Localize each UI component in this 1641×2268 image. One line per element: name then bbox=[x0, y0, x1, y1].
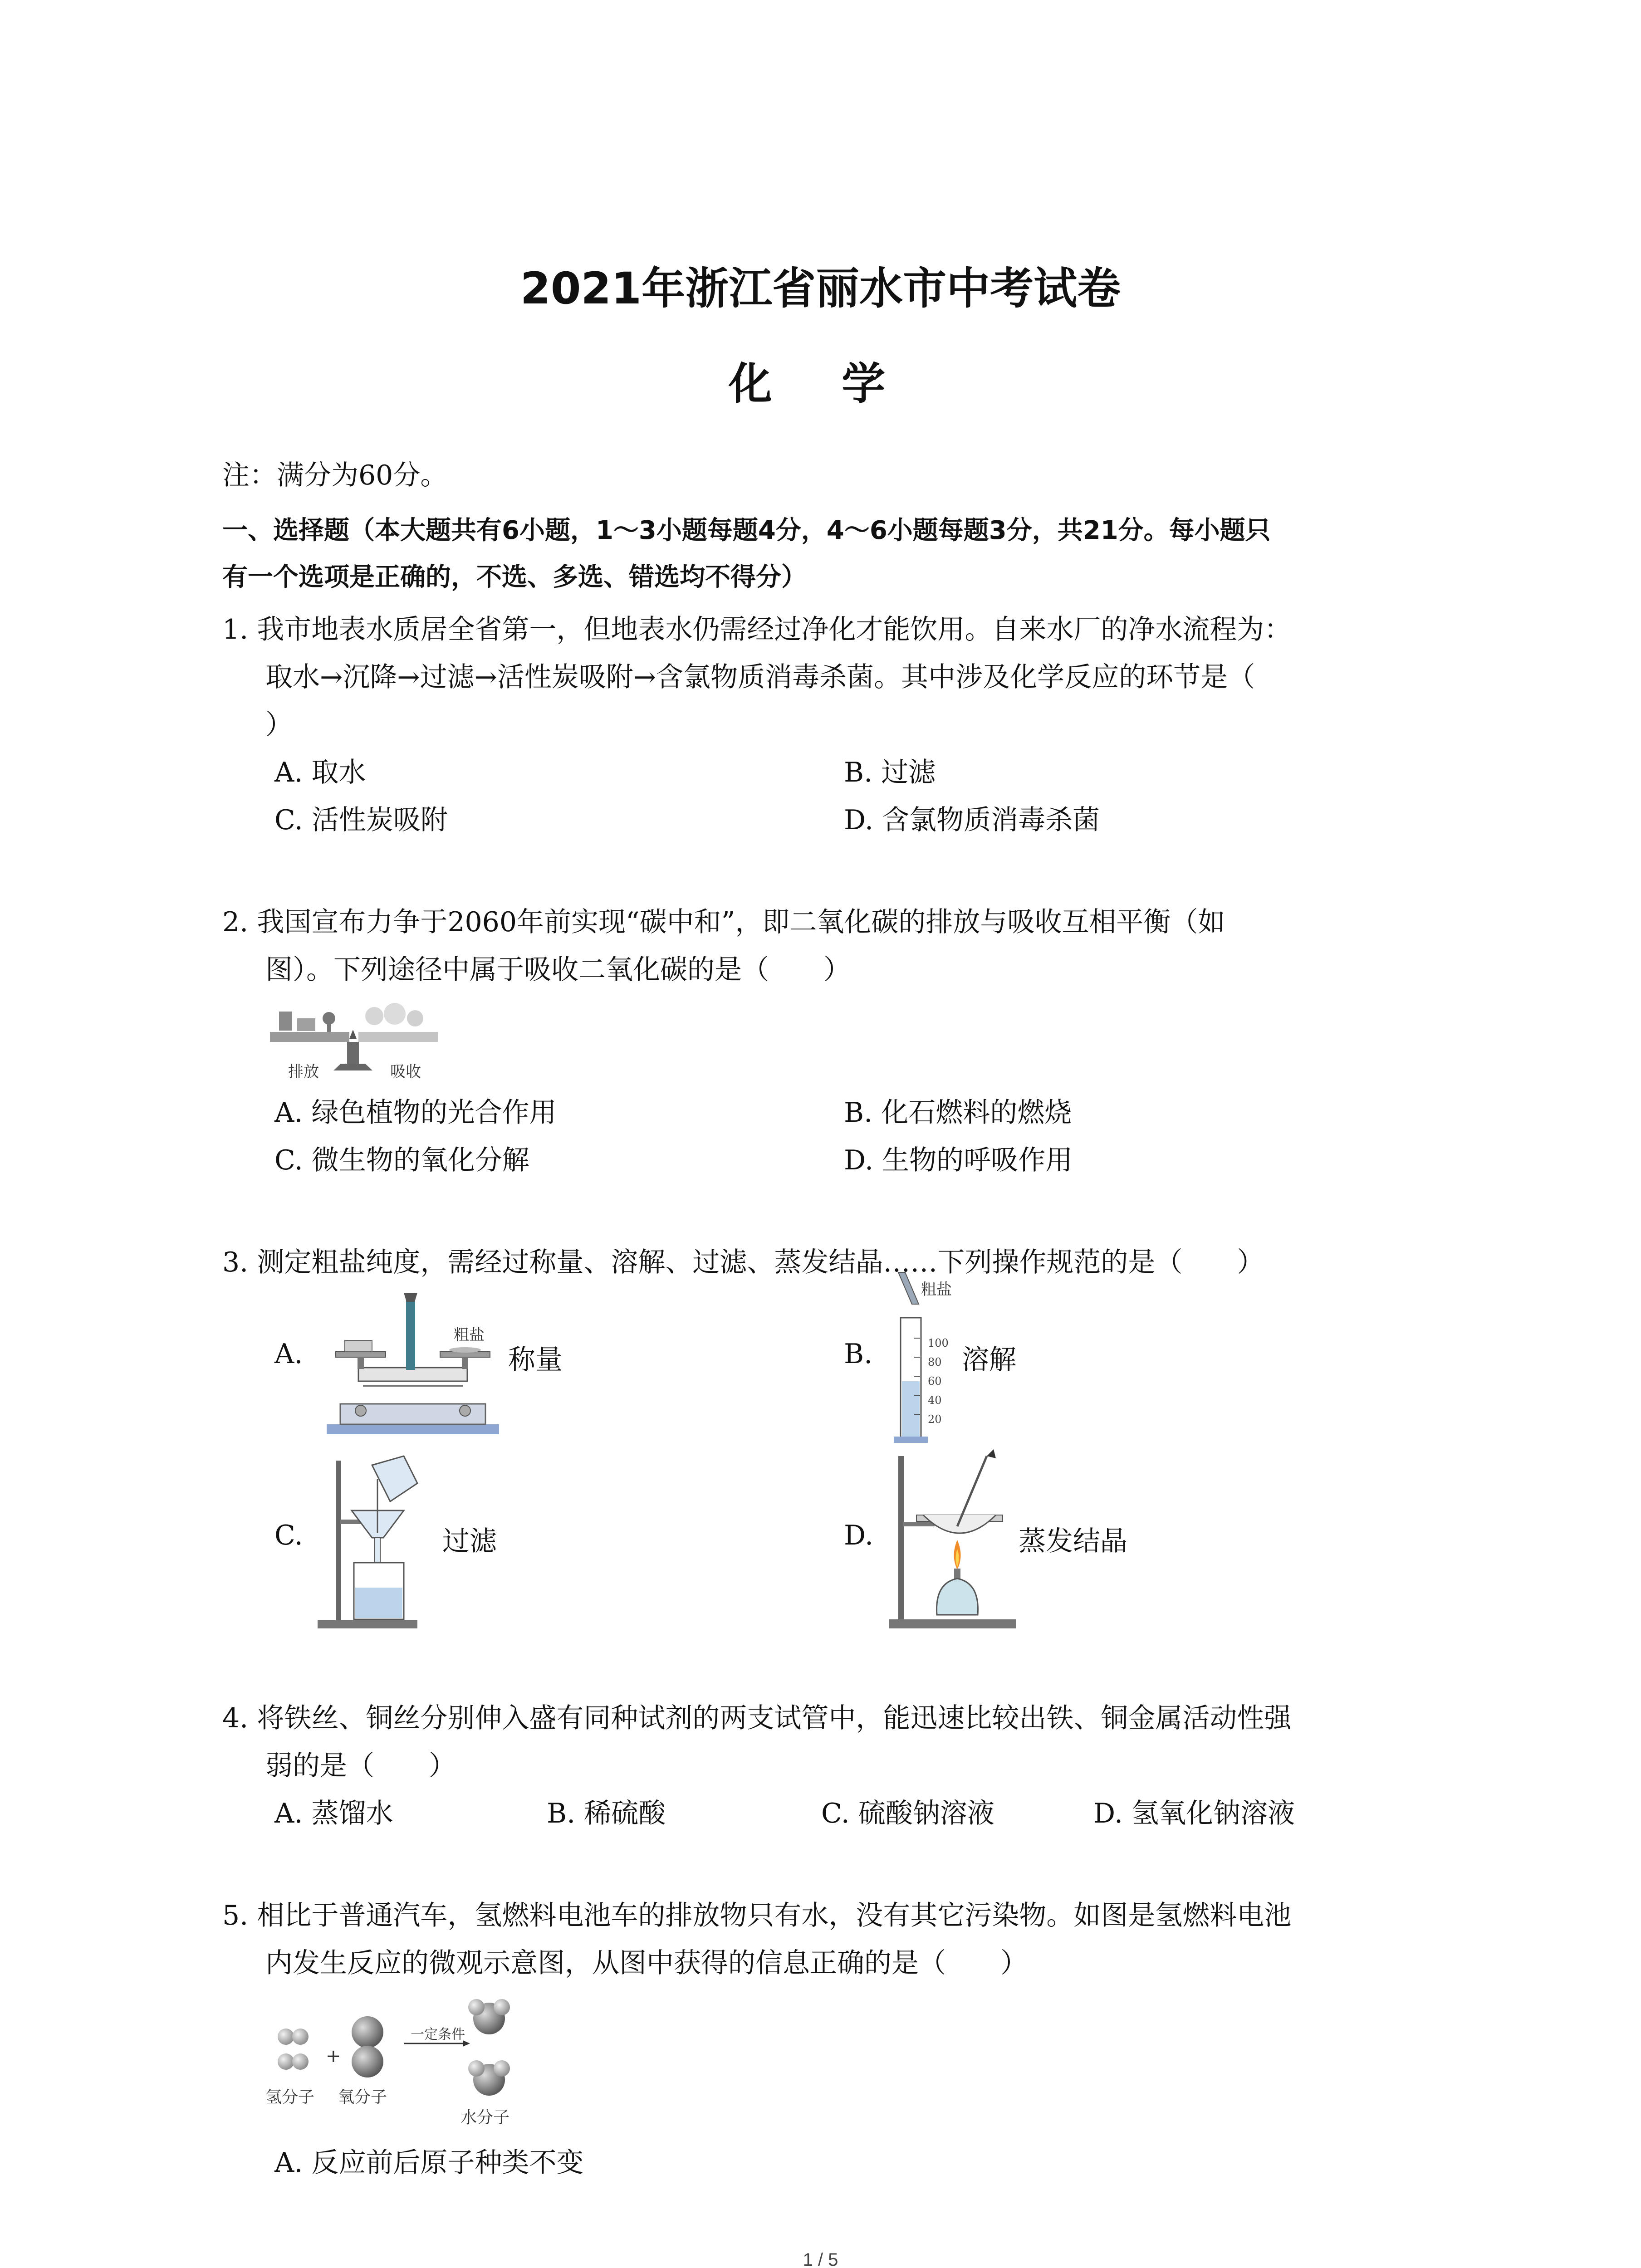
q3-line: 3. 测定粗盐纯度，需经过称量、溶解、过滤、蒸发结晶……下列操作规范的是（ ） bbox=[222, 1246, 1264, 1278]
q5-figure-o2-label: 氧分子 bbox=[338, 2088, 387, 2107]
cylinder-tick-80: 80 bbox=[928, 1356, 942, 1369]
q1-line3: ） bbox=[265, 709, 293, 741]
q4-option-d: D. 氢氧化钠溶液 bbox=[1093, 1798, 1295, 1829]
cylinder-tick-60: 60 bbox=[928, 1375, 942, 1388]
q2-option-d: D. 生物的呼吸作用 bbox=[844, 1144, 1073, 1176]
q3-option-a-letter: A. bbox=[274, 1338, 303, 1370]
cylinder-tick-100: 100 bbox=[928, 1337, 949, 1349]
q2-figure-label-absorption: 吸收 bbox=[390, 1063, 421, 1081]
page-number: 1 / 5 bbox=[803, 2250, 838, 2268]
cylinder-tick-40: 40 bbox=[928, 1394, 942, 1407]
cylinder-tick-20: 20 bbox=[928, 1413, 942, 1426]
q5-line1: 5. 相比于普通汽车，氢燃料电池车的排放物只有水，没有其它污染物。如图是氢燃料电池 bbox=[222, 1900, 1292, 1931]
q4-option-b: B. 稀硫酸 bbox=[547, 1798, 666, 1829]
q2-option-b: B. 化石燃料的燃烧 bbox=[844, 1097, 1072, 1129]
q4-line1: 4. 将铁丝、铜丝分别伸入盛有同种试剂的两支试管中，能迅速比较出铁、铜金属活动性强 bbox=[222, 1702, 1292, 1734]
q1-option-b: B. 过滤 bbox=[844, 757, 936, 788]
evaporation-figure bbox=[889, 1447, 1025, 1633]
q4-option-a: A. 蒸馏水 bbox=[274, 1798, 393, 1829]
q2-option-c: C. 微生物的氧化分解 bbox=[274, 1144, 529, 1176]
q1-option-d: D. 含氯物质消毒杀菌 bbox=[844, 804, 1100, 836]
q3-option-c-label: 过滤 bbox=[442, 1525, 497, 1557]
section-heading-line1: 一、选择题（本大题共有6小题，1～3小题每题4分，4～6小题每题3分，共21分。每小题只 bbox=[222, 516, 1271, 545]
q3-option-a-label: 称量 bbox=[508, 1344, 563, 1376]
q1-line2: 取水→沉降→过滤→活性炭吸附→含氯物质消毒杀菌。其中涉及化学反应的环节是（ bbox=[265, 661, 1255, 693]
subject-title: 化 学 bbox=[728, 358, 913, 409]
q2-line2: 图）。下列途径中属于吸收二氧化碳的是（ ） bbox=[265, 954, 851, 986]
q2-line1: 2. 我国宣布力争于2060年前实现“碳中和”，即二氧化碳的排放与吸收互相平衡（如 bbox=[222, 906, 1225, 938]
q3-a-figure-label: 粗盐 bbox=[454, 1326, 485, 1344]
score-note: 注：满分为60分。 bbox=[222, 459, 448, 491]
balance-scale-figure bbox=[318, 1288, 508, 1438]
q5-option-a: A. 反应前后原子种类不变 bbox=[274, 2147, 584, 2179]
q5-figure-h2o-label: 水分子 bbox=[460, 2108, 510, 2127]
q2-figure-label-emission: 排放 bbox=[288, 1063, 319, 1081]
q3-option-c-letter: C. bbox=[274, 1520, 303, 1551]
q1-option-a: A. 取水 bbox=[274, 757, 366, 788]
q4-line2: 弱的是（ ） bbox=[265, 1750, 456, 1782]
q3-option-b-letter: B. bbox=[844, 1338, 873, 1370]
q5-figure-condition: 一定条件 bbox=[411, 2027, 465, 2043]
q3-option-d-letter: D. bbox=[844, 1520, 874, 1551]
q3-option-b-label: 溶解 bbox=[962, 1344, 1016, 1376]
q5-figure-plus: + bbox=[326, 2046, 341, 2067]
q1-option-c: C. 活性炭吸附 bbox=[274, 804, 448, 836]
section-heading-line2: 有一个选项是正确的，不选、多选、错选均不得分） bbox=[222, 562, 807, 592]
q5-line2: 内发生反应的微观示意图，从图中获得的信息正确的是（ ） bbox=[265, 1947, 1028, 1979]
q4-option-c: C. 硫酸钠溶液 bbox=[821, 1798, 994, 1829]
q3-option-d-label: 蒸发结晶 bbox=[1019, 1525, 1127, 1557]
filtration-figure bbox=[309, 1452, 454, 1633]
q3-b-figure-label: 粗盐 bbox=[921, 1281, 952, 1299]
q1-line1: 1. 我市地表水质居全省第一，但地表水仍需经过净化才能饮用。自来水厂的净水流程为： bbox=[222, 614, 1292, 645]
q2-option-a: A. 绿色植物的光合作用 bbox=[274, 1097, 557, 1129]
page-title: 2021年浙江省丽水市中考试卷 bbox=[520, 263, 1121, 314]
q5-figure-h2-label: 氢分子 bbox=[265, 2088, 315, 2107]
molecule-reaction-figure bbox=[272, 1991, 563, 2127]
